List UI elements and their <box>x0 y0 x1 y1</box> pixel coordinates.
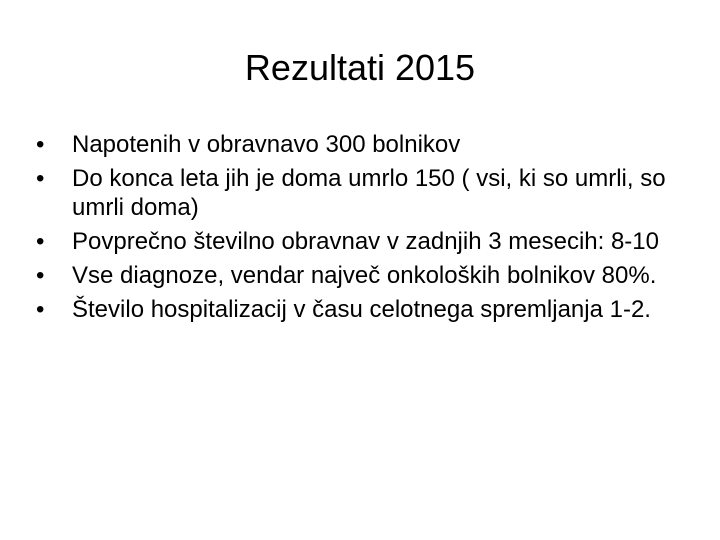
slide-title: Rezultati 2015 <box>244 47 476 88</box>
bullet-text: Vse diagnoze, vendar največ onkoloških bolnikov 80%. <box>72 262 657 289</box>
bullet-icon: • <box>36 262 45 289</box>
bullet-list <box>36 130 696 329</box>
bullet-text: Povprečno številno obravnav v zadnjih 3 mesecih: 8-10 <box>72 228 659 255</box>
bullet-icon: • <box>36 296 45 323</box>
bullet-text: Do konca leta jih je doma umrlo 150 ( vsi, ki so umrli, so umrli doma) <box>72 165 666 221</box>
bullet-icon: • <box>36 165 45 192</box>
bullet-text: Napotenih v obravnavo 300 bolnikov <box>72 131 461 158</box>
bullet-item <box>36 295 696 324</box>
bullet-text: Število hospitalizacij v času celotnega spremljanja 1-2. <box>72 296 651 323</box>
bullet-icon: • <box>36 228 45 255</box>
bullet-icon: • <box>36 131 45 158</box>
bullet-item <box>36 130 696 159</box>
bullet-item <box>36 227 696 256</box>
bullet-item <box>36 261 696 290</box>
bullet-item <box>36 164 696 222</box>
